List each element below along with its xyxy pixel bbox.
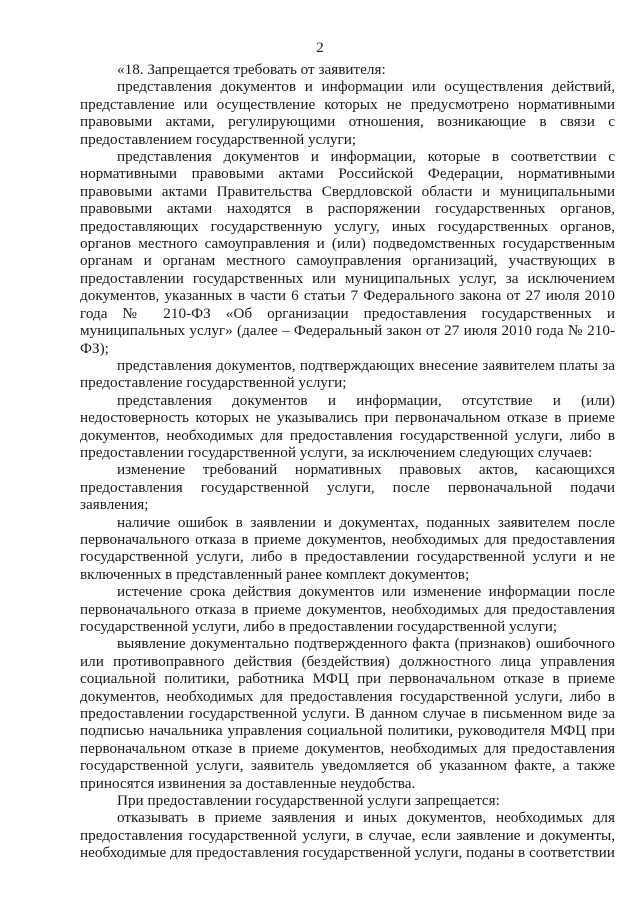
page-number: 2 [316,40,324,56]
paragraph-missing-info-exceptions: представления документов и информации, отсутствие и (или) недостоверность которых не указывались при первоначальном отказе в приеме документов, необходимых для предоставления государственной услуги, либо в предоставлении государственной услуги, за исключением следующих случаев: [80,391,615,461]
paragraph-exception-official-error: выявление документально подтвержденного факта (признаков) ошибочного или противоправного действия (бездействия) должностного лица управления социальной политики, работника МФЦ при первоначальном отказе в приеме документов, необходимых для предоставления государственной услуги, либо в предоставлении государственной услуги. В данном случае в письменном виде за подписью начальника управления социальной политики, руководителя МФЦ при первоначальном отказе в приеме документов, необходимых для предоставления государственной услуги, заявитель уведомляется об указанном факте, а также приносятся извинения за доставленные неудобства. [80,635,615,792]
paragraph-exception-requirements-change: изменение требований нормативных правовых актов, касающихся предоставления государственной услуги, после первоначальной подачи заявления; [80,461,615,514]
paragraph-refusal-prohibited: отказывать в приеме заявления и иных документов, необходимых для предоставления государственной услуги, в случае, если заявление и документы, необходимые для предоставления государственной услуги, поданы в соответствии [80,809,615,862]
paragraph-prohibited-heading: При предоставлении государственной услуги запрещается: [117,792,500,810]
paragraph-exception-expiry: истечение срока действия документов или изменение информации после первоначального отказа в приеме документов, необходимых для предоставления государственной услуги, либо в предоставлении государственной услуги; [80,583,615,635]
paragraph-item-18-heading: «18. Запрещается требовать от заявителя: [117,61,386,78]
paragraph-documents-held-by-agencies: представления документов и информации, которые в соответствии с нормативными правовыми актами Российской Федерации, нормативными правовыми актами Правительства Свердловской области и муниципальными правовыми актами находятся в распоряжении государственных органов, предоставляющих государственную услугу, иных государственных органов, органов местного самоуправления и (или) подведомственных государственным органам и органам местного самоуправления организаций, участвующих в предоставлении государственных или муниципальных услуг, за исключением документов, указанных в части 6 статьи 7 Федерального закона от 27 июля 2010 года № 210-ФЗ «Об организации предоставления государственных и муниципальных услуг» (далее – Федеральный закон от 27 июля 2010 года № 210-ФЗ); [80,148,615,357]
paragraph-exception-errors: наличие ошибок в заявлении и документах, поданных заявителем после первоначального отказа в приеме документов, необходимых для предоставления государственной услуги, либо в предоставлении государственной услуги и не включенных в представленный ранее комплект документов; [80,513,615,583]
paragraph-payment-confirmation: представления документов, подтверждающих внесение заявителем платы за предоставление государственной услуги; [80,356,615,392]
document-body [80,61,615,862]
paragraph-not-required-by-acts: представления документов и информации или осуществления действий, представление или осуществление которых не предусмотрено нормативными правовыми актами, регулирующими отношения, возникающие в связи с предоставлением государственной услуги; [80,78,615,148]
